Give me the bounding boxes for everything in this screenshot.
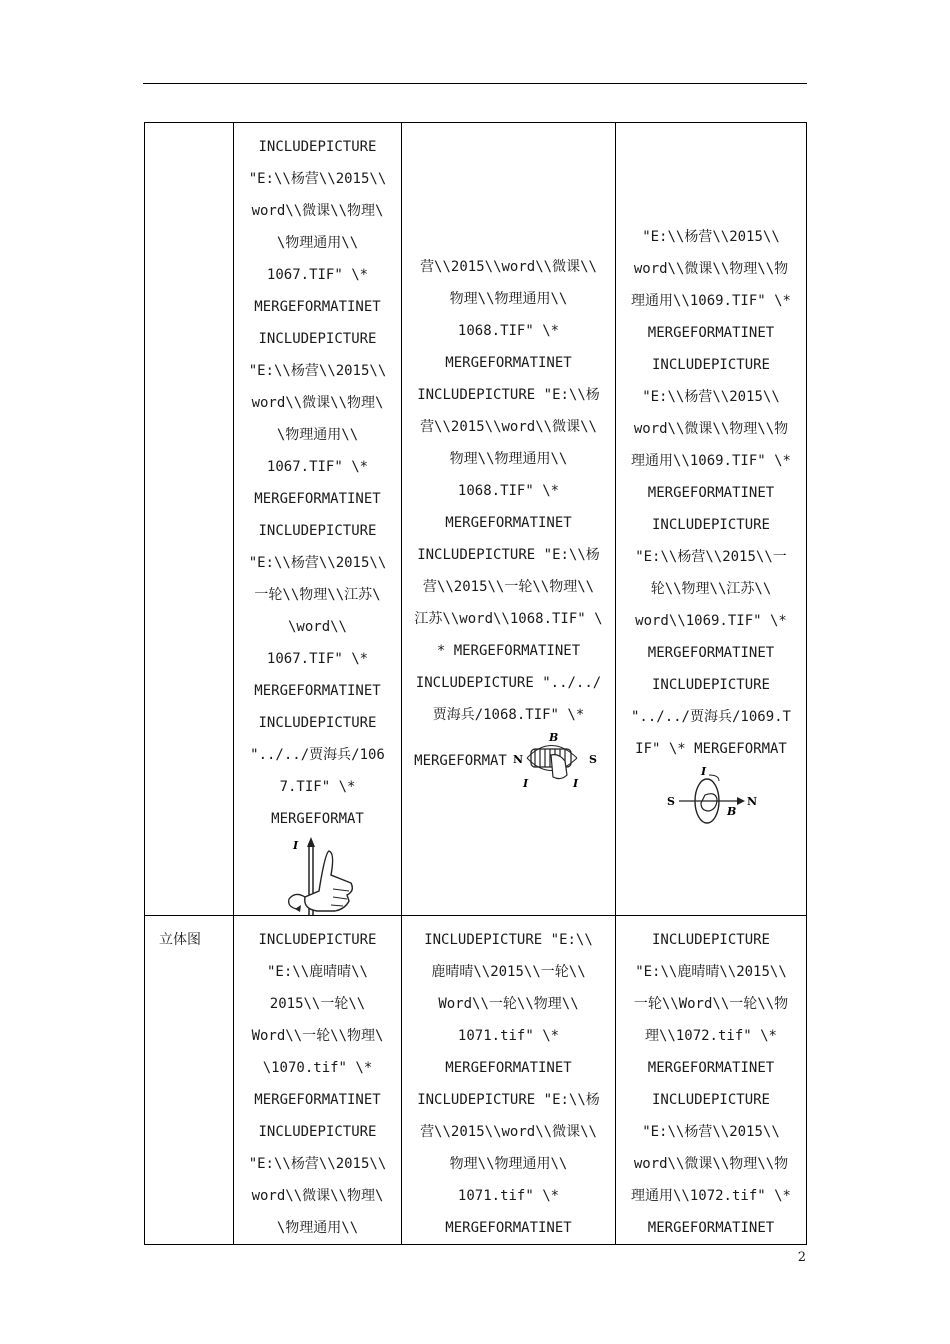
page-number: 2	[797, 1250, 806, 1265]
field-code-line: word\\微课\\物理\\物	[633, 261, 789, 277]
table-row	[145, 123, 807, 916]
field-code-line: word\\微课\\物理\	[251, 203, 384, 219]
field-code-line: INCLUDEPICTURE "E:\\杨	[417, 1092, 600, 1108]
field-code-text	[234, 916, 401, 1244]
field-code-line: "E:\\鹿晴晴\\2015\\	[635, 964, 787, 980]
field-code-line: "E:\\杨营\\2015\\	[248, 1156, 387, 1172]
field-code-text	[234, 123, 401, 835]
field-code-line: 贾海兵/1068.TIF" \*	[432, 707, 585, 723]
field-code-line: 一轮\\Word\\一轮\\物	[633, 996, 789, 1012]
cell-3d-solenoid	[402, 916, 616, 1245]
field-code-line: 营\\2015\\一轮\\物理\\	[422, 579, 595, 595]
field-label: B	[727, 805, 737, 818]
table-row	[145, 916, 807, 1245]
field-code-line: 1067.TIF" \*	[266, 651, 369, 667]
field-code-text	[616, 123, 806, 765]
north-label: N	[747, 795, 758, 808]
north-label: N	[512, 753, 523, 766]
field-code-line: INCLUDEPICTURE	[651, 357, 770, 373]
field-code-line: 1071.tif" \*	[457, 1188, 560, 1204]
field-code-line: 理通用\\1069.TIF" \*	[630, 293, 791, 309]
field-code-line: * MERGEFORMATINET	[436, 643, 581, 659]
row-label	[145, 123, 233, 131]
field-code-line: "E:\\杨营\\2015\\	[642, 389, 780, 405]
right-hand-wire-figure	[273, 835, 363, 915]
field-code-line: INCLUDEPICTURE	[651, 517, 770, 533]
field-code-line: 营\\2015\\word\\微课\\	[420, 1124, 597, 1140]
field-code-line: MERGEFORMATINET	[254, 1092, 381, 1108]
field-code-line: word\\微课\\物理\	[251, 1188, 384, 1204]
solenoid-figure	[507, 731, 603, 791]
field-code-line: IF" \* MERGEFORMAT	[635, 741, 787, 757]
current-label: I	[701, 765, 707, 778]
field-code-line: \word\\	[287, 619, 347, 635]
field-code-line: INCLUDEPICTURE	[258, 932, 377, 948]
field-code-line: INCLUDEPICTURE	[258, 331, 377, 347]
field-code-line: MERGEFORMATINET	[445, 1220, 572, 1236]
field-code-line: 江苏\\word\\1068.TIF" \	[414, 611, 603, 627]
field-code-line: 1067.TIF" \*	[266, 267, 369, 283]
field-code-line: "E:\\杨营\\2015\\	[642, 229, 780, 245]
field-code-line: INCLUDEPICTURE	[258, 523, 377, 539]
field-code-line: Word\\一轮\\物理\	[251, 1028, 384, 1044]
field-code-line: word\\1069.TIF" \*	[635, 613, 787, 629]
field-code-line: MERGEFORMATINET	[254, 491, 381, 507]
row-label: 立体图	[159, 932, 201, 948]
south-label: S	[588, 753, 597, 766]
field-code-line: INCLUDEPICTURE "E:\\	[424, 932, 593, 948]
field-code-line: MERGEFORMATINET	[647, 1060, 775, 1076]
field-code-line: MERGEFORMATINET	[254, 683, 381, 699]
field-code-line: \物理通用\\	[276, 1220, 359, 1236]
current-label: I	[572, 777, 579, 790]
field-code-line: 理\\1072.tif" \*	[644, 1028, 777, 1044]
field-code-line: INCLUDEPICTURE	[258, 139, 377, 155]
row-label-cell	[145, 123, 234, 916]
field-code-line: \物理通用\\	[276, 235, 359, 251]
field-code-line: INCLUDEPICTURE "E:\\杨	[417, 547, 600, 563]
current-label: I	[522, 777, 529, 790]
current-loop-figure	[663, 765, 759, 831]
field-code-line: \物理通用\\	[276, 427, 359, 443]
header-rule	[143, 83, 807, 84]
cell-solenoid	[402, 123, 616, 916]
field-code-line: 营\\2015\\word\\微课\\	[420, 419, 597, 435]
field-code-line: 1067.TIF" \*	[266, 459, 369, 475]
field-code-line: 1071.tif" \*	[457, 1028, 560, 1044]
field-code-line: "../../贾海兵/106	[250, 747, 385, 763]
field-code-line: "E:\\杨营\\2015\\一	[635, 549, 787, 565]
field-code-line: 2015\\一轮\\	[269, 996, 366, 1012]
field-code-line: INCLUDEPICTURE "E:\\杨	[417, 387, 600, 403]
field-code-line: INCLUDEPICTURE	[258, 1124, 377, 1140]
cell-straight-wire	[234, 123, 402, 916]
field-code-line: 理通用\\1069.TIF" \*	[630, 453, 791, 469]
field-code-line: MERGEFORMATINET	[254, 299, 381, 315]
current-label: I	[292, 839, 298, 852]
field-code-line: 一轮\\物理\\江苏\	[254, 587, 381, 603]
field-code-line: 7.TIF" \*	[279, 779, 356, 795]
field-code-line: Word\\一轮\\物理\\	[438, 996, 579, 1012]
field-code-line: 1068.TIF" \*	[457, 323, 560, 339]
south-label: S	[667, 795, 675, 808]
field-code-line: "E:\\杨营\\2015\\	[248, 363, 387, 379]
content-table	[144, 122, 807, 1245]
field-code-line: MERGEFORMATINET	[647, 645, 775, 661]
field-code-line: \1070.tif" \*	[262, 1060, 373, 1076]
field-code-line: 物理\\物理通用\\	[449, 1156, 568, 1172]
cell-loop	[616, 123, 807, 916]
field-code-line: 物理\\物理通用\\	[449, 291, 568, 307]
cell-3d-loop	[616, 916, 807, 1245]
field-code-text	[616, 916, 806, 1244]
field-code-line: INCLUDEPICTURE	[651, 677, 770, 693]
field-code-line: INCLUDEPICTURE "../../	[415, 675, 602, 691]
field-code-line: "E:\\杨营\\2015\\	[248, 555, 387, 571]
field-code-text	[402, 916, 615, 1244]
field-code-line: INCLUDEPICTURE	[651, 932, 770, 948]
field-code-line: MERGEFORMATINET	[647, 325, 775, 341]
field-code-line: 理通用\\1072.tif" \*	[630, 1188, 791, 1204]
field-code-tail: MERGEFORMAT	[414, 753, 507, 769]
field-code-line: "E:\\杨营\\2015\\	[642, 1124, 780, 1140]
field-code-line: INCLUDEPICTURE	[258, 715, 377, 731]
field-code-line: 鹿晴晴\\2015\\一轮\\	[431, 964, 586, 980]
row-label-cell	[145, 916, 234, 1245]
field-code-line: MERGEFORMAT	[271, 811, 364, 827]
field-code-line: 物理\\物理通用\\	[449, 451, 568, 467]
field-code-line: MERGEFORMATINET	[647, 485, 775, 501]
field-code-line: "E:\\鹿晴晴\\	[266, 964, 368, 980]
field-code-line: 营\\2015\\word\\微课\\	[420, 259, 597, 275]
field-code-line: word\\微课\\物理\\物	[633, 421, 789, 437]
cell-3d-wire	[234, 916, 402, 1245]
field-label: B	[548, 731, 559, 744]
field-code-line: 1068.TIF" \*	[457, 483, 560, 499]
field-code-line: 轮\\物理\\江苏\\	[650, 581, 772, 597]
field-code-line: INCLUDEPICTURE	[651, 1092, 770, 1108]
field-code-line: "../../贾海兵/1069.T	[630, 709, 791, 725]
field-code-line: "E:\\杨营\\2015\\	[248, 171, 387, 187]
field-code-line: MERGEFORMATINET	[647, 1220, 775, 1236]
field-code-line: MERGEFORMATINET	[445, 515, 572, 531]
field-code-line: MERGEFORMATINET	[445, 355, 572, 371]
field-code-line: MERGEFORMATINET	[445, 1060, 572, 1076]
caption-with-figure	[402, 731, 615, 791]
field-code-line: word\\微课\\物理\\物	[633, 1156, 789, 1172]
field-code-text	[402, 123, 615, 731]
field-code-line: word\\微课\\物理\	[251, 395, 384, 411]
